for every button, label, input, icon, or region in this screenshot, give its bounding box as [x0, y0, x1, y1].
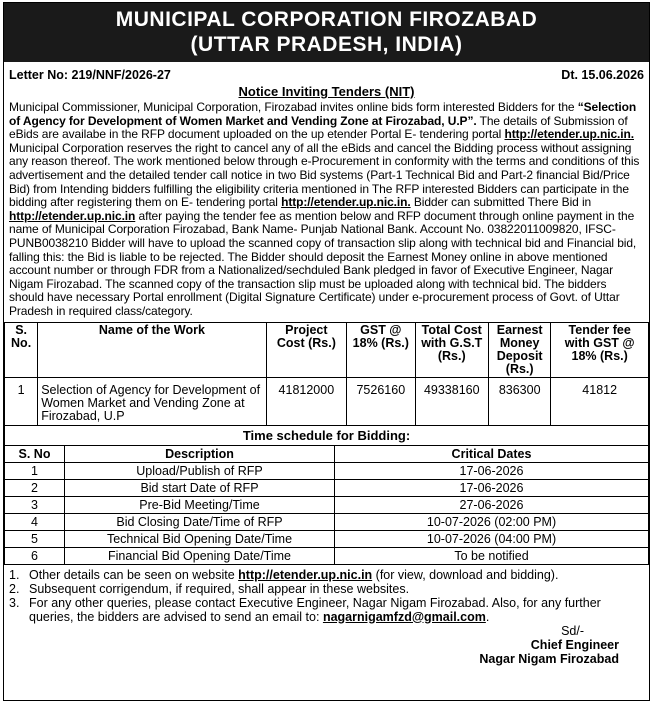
letter-meta [4, 62, 649, 82]
col-sno: S. No [5, 445, 65, 462]
table-row [5, 547, 649, 564]
cell-description: Bid start Date of RFP [65, 479, 335, 496]
note-text-post: (for view, download and bidding). [372, 567, 559, 582]
cell-sno: 5 [5, 530, 65, 547]
table-row [5, 377, 649, 425]
cell-tender-fee: 41812 [551, 377, 649, 425]
cell-description: Upload/Publish of RFP [65, 462, 335, 479]
schedule-table [4, 445, 649, 565]
email-link[interactable]: nagarnigamfzd@gmail.com [322, 609, 486, 624]
cell-sno: 3 [5, 496, 65, 513]
col-emd: Earnest Money Deposit (Rs.) [488, 322, 550, 377]
portal-link-3[interactable]: http://etender.up.nic.in [9, 208, 136, 223]
body-text-4: Bidder can submitted There Bid in [410, 195, 592, 210]
cell-sno: 2 [5, 479, 65, 496]
signature-block [4, 624, 649, 666]
list-item [9, 596, 644, 624]
cell-sno: 1 [5, 377, 38, 425]
col-name-of-work: Name of the Work [38, 322, 266, 377]
signatory-title: Chief Engineer [530, 637, 619, 652]
letter-date: Dt. 15.06.2026 [561, 68, 644, 82]
header-banner [4, 3, 649, 62]
body-text-2: The details of Submission of eBids are availabe in the RFP document uploaded on the up etender Portal E- tendering portal [9, 113, 628, 142]
note-number: 1. [9, 567, 20, 582]
cell-date: 10-07-2026 (02:00 PM) [335, 513, 649, 530]
notice-title: Notice Inviting Tenders (NIT) [238, 84, 415, 99]
col-project-cost: Project Cost (Rs.) [266, 322, 347, 377]
cell-date: To be notified [335, 547, 649, 564]
signatory-org: Nagar Nigam Firozabad [479, 651, 619, 666]
list-item [9, 582, 644, 596]
cell-description: Financial Bid Opening Date/Time [65, 547, 335, 564]
cell-description: Bid Closing Date/Time of RFP [65, 513, 335, 530]
table-row [5, 462, 649, 479]
note-text-pre: For any other queries, please contact Executive Engineer, Nagar Nigam Firozabad. Also, for any further queries, the bidders are advised to send an email to: [29, 595, 601, 624]
note-number: 3. [9, 595, 20, 610]
org-name: MUNICIPAL CORPORATION FIROZABAD [115, 8, 538, 31]
cell-description: Pre-Bid Meeting/Time [65, 496, 335, 513]
col-description: Description [65, 445, 335, 462]
col-tender-fee: Tender fee with GST @ 18% (Rs.) [551, 322, 649, 377]
cell-sno: 6 [5, 547, 65, 564]
col-gst: GST @ 18% (Rs.) [347, 322, 415, 377]
cell-emd: 836300 [488, 377, 550, 425]
org-location: (UTTAR PRADESH, INDIA) [190, 33, 463, 56]
col-total-cost: Total Cost with G.S.T (Rs.) [415, 322, 488, 377]
cell-work-name: Selection of Agency for Development of Women Market and Vending Zone at Firozabad, U.P [38, 377, 266, 425]
note-number: 2. [9, 581, 20, 596]
note-text [29, 568, 644, 582]
cell-project-cost: 41812000 [266, 377, 347, 425]
cell-total-cost: 49338160 [415, 377, 488, 425]
cell-date: 10-07-2026 (04:00 PM) [335, 530, 649, 547]
cell-date: 17-06-2026 [335, 462, 649, 479]
cell-date: 27-06-2026 [335, 496, 649, 513]
cell-description: Technical Bid Opening Date/Time [65, 530, 335, 547]
body-text-1: Municipal Commissioner, Municipal Corporation, Firozabad invites online bids form interested Bidders for the [9, 100, 578, 114]
note-text-post: . [485, 609, 490, 624]
portal-link-2[interactable]: http://etender.up.nic.in. [281, 195, 411, 210]
col-critical-dates: Critical Dates [335, 445, 649, 462]
works-header-row [5, 322, 649, 377]
table-row [5, 513, 649, 530]
notice-body [4, 99, 649, 319]
work-title-text: “Selection of Agency for Development of Women Market and Vending Zone at Firozabad, U.P”. [9, 100, 637, 128]
notes-list [4, 565, 649, 624]
list-item [9, 568, 644, 582]
schedule-title: Time schedule for Bidding: [4, 426, 649, 445]
works-table [4, 322, 649, 426]
note-text-pre: Subsequent corrigendum, if required, shall appear in these websites. [29, 581, 410, 596]
table-row [5, 496, 649, 513]
portal-link-note[interactable]: http://etender.up.nic.in [238, 567, 373, 582]
cell-sno: 1 [5, 462, 65, 479]
signature-sd: Sd/- [561, 623, 584, 638]
portal-link[interactable]: http://etender.up.nic.in. [504, 127, 634, 142]
table-row [5, 479, 649, 496]
note-text [29, 582, 644, 596]
letter-number: Letter No: 219/NNF/2026-27 [9, 68, 171, 82]
tender-notice [3, 2, 650, 701]
col-sno: S. No. [5, 322, 38, 377]
body-text-3: Municipal Corporation reserves the right to cancel any of all the eBids and cancel the Bidding process without assigning any reason thereof. The work mentioned below through e-Procurement in conformity with the terms and conditions of this advertisement and the detailed tender call notice in two Bid systems (Part-1 Technical Bid and Part-2 financial Bid/Price Bid) from Intending bidders fulfilling the eligibility criteria mentioned in The RFP interested Bidders can participate in the bidding after registering them on E- tendering portal [9, 140, 640, 210]
note-text-pre: Other details can be seen on website [29, 567, 239, 582]
note-text [29, 596, 644, 624]
table-row [5, 530, 649, 547]
schedule-header-row [5, 445, 649, 462]
cell-gst: 7526160 [347, 377, 415, 425]
body-text-5: after paying the tender fee as mention below and RFP document through online payment in the name of Municipal Corporation Firozabad, Bank Name- Punjab National Bank. Account No. 03822011009820, IFSC- PUNB0038210 Bidder will have to upload the scanned copy of transaction slip along with technical bid and Financial bid, falling this: the Bid is liable to be rejected. The Bidder should deposit the Earnest Money online in above mentioned account number or through FDR from a Nationalized/sechduled Bank pledged in favor of Executive Engineer, Nagar Nigam Firozabad. The scanned copy of the transaction slip must be uploaded along with technical bid. The bidders should have necessary Portal enrollment (Digital Signature Certificate) under e-procurement process of Govt. of Uttar Pradesh in required class/category. [9, 208, 637, 318]
cell-date: 17-06-2026 [335, 479, 649, 496]
cell-sno: 4 [5, 513, 65, 530]
